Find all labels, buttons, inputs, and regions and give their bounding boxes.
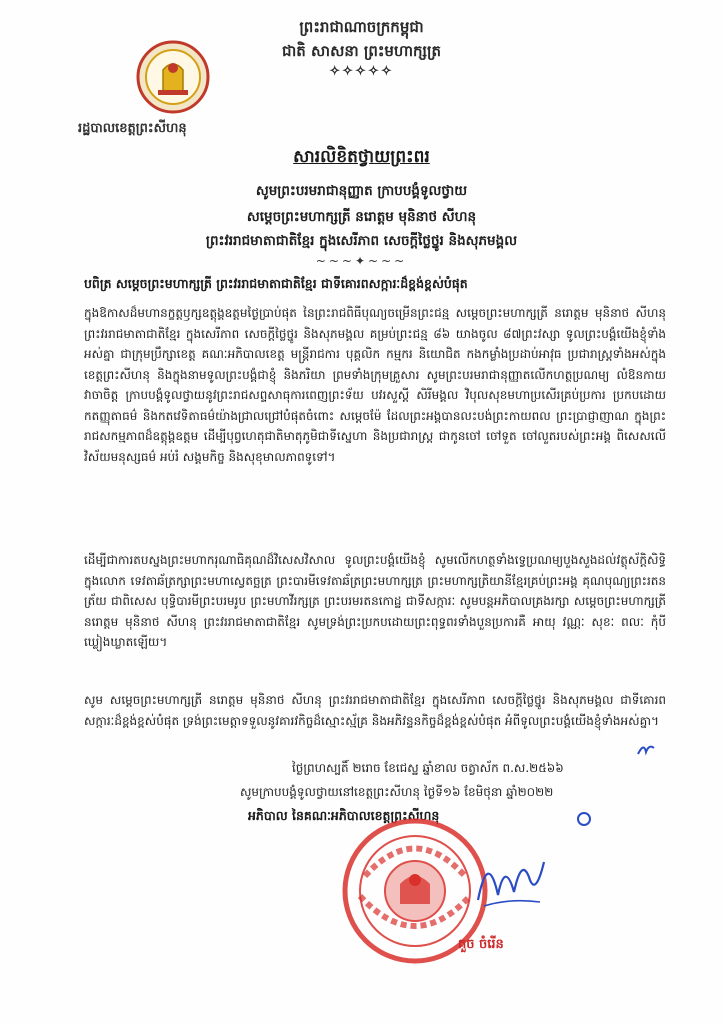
address-line-2: សម្តេចព្រះមហាក្សត្រី នរោត្តម មុនិនាថ សីហនុ	[246, 209, 477, 225]
address-line-3: ព្រះវររាជមាតាជាតិខ្មែរ ក្នុងសេរីភាព សេចក្តីថ្លៃថ្នូរ និងសុភមង្គល	[205, 233, 518, 249]
body-paragraph-3: សូម សម្តេចព្រះមហាក្សត្រី នរោត្តម មុនិនាថ សីហនុ ព្រះវររាជមាតាជាតិខ្មែរ ក្នុងសេរីភាព សេចក្តីថ្លៃថ្នូរ និងសុភមង្គល ជាទីគោរពសក្ការៈដ៏ខ្ពង់ខ្ពស់បំផុត ទ្រង់ព្រះមេត្តាទទួលនូវគារវកិច្ចដ៏ស្មោះស្ម័គ្រ និងអភិវន្ទនកិច្ចដ៏ខ្ពង់ខ្ពស់បំផុត អំពីទូលព្រះបង្គំយើងខ្ញុំទាំងអស់គ្នា។	[84, 693, 666, 728]
divider-ornament: ~~~✦~~~	[315, 254, 408, 268]
solar-date: សូមក្រាបបង្គំទូលថ្វាយនៅខេត្តព្រះសីហនុ ថ្ងៃទី១៦ ខែមិថុនា ឆ្នាំ២០២២	[240, 785, 554, 799]
issuer-name: រដ្ឋបាលខេត្តព្រះសីហនុ	[78, 121, 187, 136]
provincial-emblem-icon	[136, 40, 210, 114]
initial-mark-icon	[636, 740, 656, 760]
body-paragraph-1: ក្នុងឱកាសដ៏មហានក្ខត្តឫក្សឧត្តុង្គឧត្តមថ្ងៃប្រាប់ផុត នៃព្រះរាជពិធីបុណ្យចម្រើនព្រះជន្ម សម្តេចព្រះមហាក្សត្រី នរោត្តម មុនិនាថ សីហនុ ព្រះវររាជមាតាជាតិខ្មែរ ក្នុងសេរីភាព សេចក្តីថ្លៃថ្នូរ និងសុភមង្គល គម្រប់ព្រះជន្ម ៨៦ យាងចូល ៨៧ព្រះវស្សា ទូលព្រះបង្គំយើងខ្ញុំទាំងអស់គ្នា ជាក្រុមប្រឹក្សាខេត្ត គណៈអភិបាលខេត្ត មន្ត្រីរាជការ បុគ្គលិក កម្មករ និយោជិត កងកម្លាំងប្រដាប់អាវុធ ប្រជារាស្ត្រទាំងអស់ក្នុងខេត្តព្រះសីហនុ និងក្នុងនាមទូលព្រះបង្គំជាខ្ញុំ និងភរិយា ព្រមទាំងក្រុមគ្រួសារ សូមព្រះបរមរាជានុញ្ញាតលើកហត្ថប្រណម្យ លំឱនកាយវាចាចិត្ត ក្រាបបង្គំទូលថ្វាយនូវព្រះរាជសព្ទសាធុការពេញព្រះទ័យ បវរសួស្តី សិរីមង្គល វិបុលសុខមហាប្រសើរគ្រប់ប្រការ ប្រកបដោយកតញ្ញុតាធម៌ និងកតវេទិតាធម៌យ៉ាងជ្រាលជ្រៅបំផុតចំពោះ សម្តេចម៉ែ ដែលព្រះអង្គបានលះបង់ព្រះកាយពល ព្រះប្រាជ្ញាញាណ ក្នុងព្រះរាជសកម្មភាពដ៏ឧត្តុង្គឧត្តម ដើម្បីបុព្វហេតុជាតិមាតុភូមិជាទីស្នេហា និងប្រជារាស្ត្រ ជាកូនចៅ ចៅទួត ចៅលួតរបស់ព្រះអង្គ ពិសេសលើវិស័យមនុស្សធម៌ អប់រំ សង្គមកិច្ច និងសុខុមាលភាពទូទៅ។	[84, 306, 666, 464]
body-paragraph-2: ដើម្បីជាការតបស្នងព្រះមហាករុណាធិគុណដ៏វិសេសវិសាល ទូលព្រះបង្គំយើងខ្ញុំ សូមលើកហត្ថទាំងទ្វេប្រណម្យបួងសួងដល់វត្ថុស័ក្តិសិទ្ធិក្នុងលោក ទេវតាឆ័ត្រក្សាព្រះមហាស្វេតច្ឆត្រ ព្រះបារមីទេវតាឆ័ត្រព្រះមហាក្សត្រ ព្រះមហាក្សត្រិយានីខ្មែរគ្រប់ព្រះអង្គ គុណបុណ្យព្រះរតនត្រ័យ ជាពិសេស បុទ្ធិបារមីព្រះបរមរូប ព្រះមហាវីរក្សត្រ ព្រះបរមរតនកោដ្ឋ ជាទីសក្ការៈ សូមបន្តអភិបាលគ្រងរក្សា សម្តេចព្រះមហាក្សត្រី នរោត្តម មុនិនាថ សីហនុ ព្រះវររាជមាតាជាតិខ្មែរ សូមទ្រង់ព្រះប្រកបដោយព្រះពុទ្ធពរទាំងបួនប្រការគឺ អាយុ វណ្ណៈ សុខៈ ពលៈ កុំបីឃ្លៀងឃ្លាតឡើយ។	[84, 553, 666, 649]
letter-subject: បពិត្រ សម្តេចព្រះមហាក្សត្រី ព្រះវររាជមាតាជាតិខ្មែរ ជាទីគោរពសក្ការៈដ៏ខ្ពង់ខ្ពស់បំផុត	[84, 276, 468, 291]
signer-title: អភិបាល នៃគណៈអភិបាលខេត្តព្រះសីហនុ	[248, 808, 440, 823]
national-motto: ជាតិ សាសនា ព្រះមហាក្សត្រ	[282, 42, 441, 60]
header-ornament: ✧✧✧✧✧	[329, 64, 394, 79]
signer-name: គួច ចំរើន	[458, 937, 504, 952]
initial-mark-icon	[575, 810, 593, 828]
letter-title: សារលិខិតថ្វាយព្រះពរ	[293, 147, 430, 167]
address-line-1: សូមព្រះបរមរាជានុញ្ញាត ក្រាបបង្គំទូលថ្វាយ	[255, 183, 468, 199]
lunar-date: ថ្ងៃព្រហស្បតិ៍ ២រោច ខែជេស្ឋ ឆ្នាំខាល ចត្វាស័ក ព.ស.២៥៦៦	[292, 761, 564, 775]
kingdom-heading: ព្រះរាជាណាចក្រកម្ពុជា	[299, 18, 424, 36]
signature-icon	[470, 840, 550, 920]
